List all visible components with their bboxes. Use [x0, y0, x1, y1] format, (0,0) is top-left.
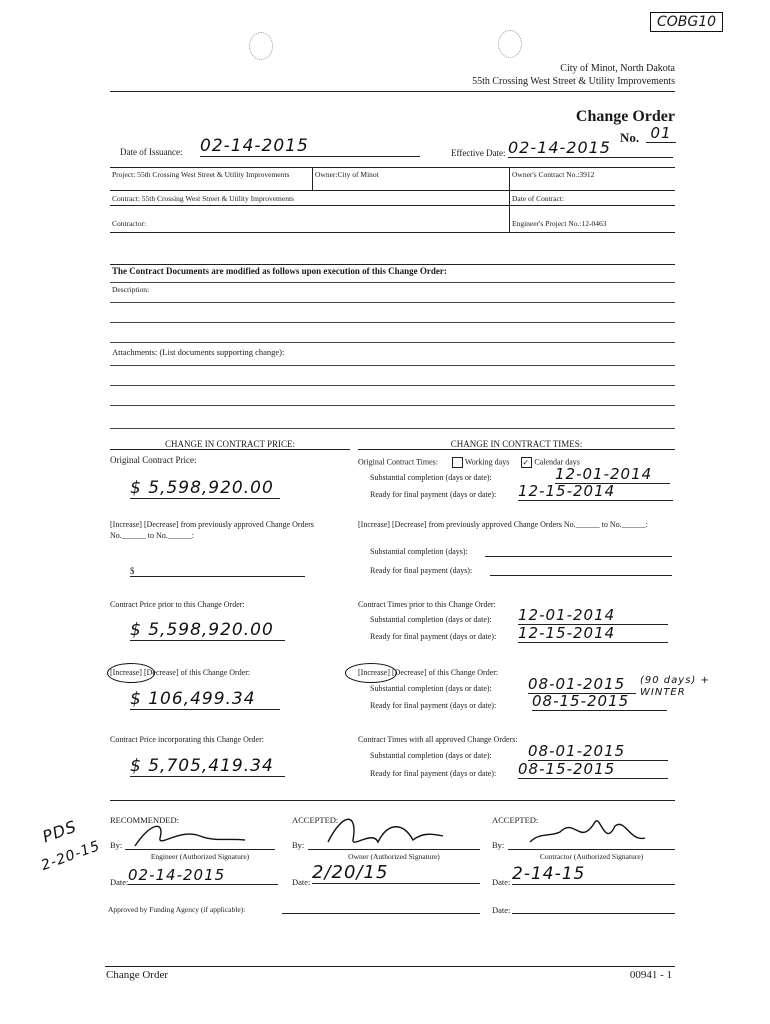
- price-incorp-label: Contract Price incorporating this Change Order:: [110, 735, 264, 744]
- working-days-checkbox[interactable]: [452, 457, 463, 468]
- contractor-caption: Contractor (Authorized Signature): [539, 852, 644, 861]
- engineer-date-label: Date:: [110, 877, 129, 887]
- prior-subst-value[interactable]: 12-01-2014: [518, 606, 668, 625]
- recommended-label: RECOMMENDED:: [110, 815, 179, 825]
- effective-date-value[interactable]: 02-14-2015: [508, 138, 673, 158]
- original-price-value[interactable]: $ 5,598,920.00: [130, 478, 280, 499]
- attachments-label: Attachments: (List documents supporting change):: [112, 347, 285, 357]
- price-this-label: [Increase] [Decrease] of this Change Order:: [110, 668, 251, 677]
- contract-cell: [112, 194, 294, 203]
- this-ready-label: Ready for final payment (days or date):: [370, 701, 497, 710]
- modified-heading: The Contract Documents are modified as follows upon execution of this Change Order:: [112, 266, 447, 276]
- calendar-days-checkbox[interactable]: ✓: [521, 457, 532, 468]
- prior-ready-label: Ready for final payment (days or date):: [370, 632, 497, 641]
- owner-caption: Owner (Authorized Signature): [348, 852, 440, 861]
- effective-date-label: Effective Date:: [451, 148, 506, 158]
- working-days-label: Working days: [464, 457, 510, 467]
- project-value: 55th Crossing West Street & Utility Improvements: [137, 170, 290, 179]
- margin-initials: PDS: [39, 816, 80, 847]
- engineer-project-value: 12-0463: [581, 219, 607, 228]
- contractor-date-value[interactable]: 2-14-15: [512, 864, 675, 885]
- this-subst-label: Substantial completion (days or date):: [370, 684, 492, 693]
- footer-title: Change Order: [106, 969, 169, 981]
- engineer-caption: Engineer (Authorized Signature): [150, 852, 250, 861]
- owner-date-value[interactable]: 2/20/15: [312, 862, 480, 884]
- times-prev-label: [Increase] [Decrease] from previously approved Change Orders No.______ to No.______:: [358, 520, 648, 529]
- date-of-issuance-value[interactable]: 02-14-2015: [200, 136, 420, 157]
- this-times-note: (90 days) + WINTER: [640, 675, 710, 698]
- project-label: Project:: [112, 170, 136, 179]
- date-of-contract-label: Date of Contract:: [512, 194, 565, 203]
- times-prior-label: Contract Times prior to this Change Order:: [358, 600, 496, 609]
- prior-ready-value[interactable]: 12-15-2014: [518, 624, 668, 643]
- seal-mark-right: [498, 30, 522, 58]
- orig-subst-value[interactable]: 12-01-2014: [555, 465, 670, 484]
- price-heading: CHANGE IN CONTRACT PRICE:: [110, 439, 350, 450]
- original-price-label: Original Contract Price:: [110, 455, 197, 465]
- page-title: Change Order: [575, 108, 675, 125]
- city-name: City of Minot, North Dakota: [560, 63, 675, 74]
- price-prev-value[interactable]: $: [130, 566, 305, 577]
- engineer-signature: [130, 818, 250, 852]
- owner-contract-label: Owner's Contract No.:: [512, 170, 580, 179]
- appr-ready-label: Ready for final payment (days or date):: [370, 769, 497, 778]
- price-prev-label: [Increase] [Decrease] from previously approved Change Orders No.______ to No.______:: [110, 520, 314, 540]
- document-stamp: COBG10: [650, 12, 723, 32]
- price-prior-value[interactable]: $ 5,598,920.00: [130, 620, 285, 641]
- this-subst-value[interactable]: 08-01-2015: [528, 675, 636, 694]
- change-order-number[interactable]: 01: [646, 124, 676, 143]
- engineer-date-value[interactable]: 02-14-2015: [128, 866, 278, 885]
- owner-by-label: By:: [292, 840, 305, 850]
- this-ready-value[interactable]: 08-15-2015: [532, 692, 667, 711]
- price-prior-label: Contract Price prior to this Change Order:: [110, 600, 245, 609]
- times-approved-label: Contract Times with all approved Change Orders:: [358, 735, 518, 744]
- orig-subst-label: Substantial completion (days or date):: [370, 473, 492, 482]
- accepted-owner-label: ACCEPTED:: [292, 815, 339, 825]
- price-this-value[interactable]: $ 106,499.34: [130, 689, 280, 710]
- calendar-days-label: Calendar days: [534, 457, 580, 467]
- price-incorp-value[interactable]: $ 5,705,419.34: [130, 756, 285, 777]
- project-cell: [112, 170, 307, 179]
- contract-label: Contract:: [112, 194, 140, 203]
- prev-ready-label: Ready for final payment (days):: [370, 566, 473, 575]
- owner-contract-value: 3912: [579, 170, 595, 179]
- project-header: 55th Crossing West Street & Utility Improvements: [472, 76, 675, 87]
- orig-ready-value[interactable]: 12-15-2014: [518, 482, 673, 501]
- contractor-signature: [520, 812, 650, 852]
- times-this-label: [Increase] [Decrease] of this Change Order:: [358, 668, 499, 677]
- prior-subst-label: Substantial completion (days or date):: [370, 615, 492, 624]
- appr-ready-value[interactable]: 08-15-2015: [518, 760, 668, 779]
- contractor-date-label: Date:: [492, 877, 511, 887]
- funding-date-label: Date:: [492, 905, 511, 915]
- engineer-project-label: Engineer's Project No.:: [512, 219, 582, 228]
- funding-agency-label: Approved by Funding Agency (if applicable):: [108, 905, 246, 914]
- margin-date: 2-20-15: [39, 837, 103, 875]
- engineer-by-label: By:: [110, 840, 123, 850]
- owner-contract-cell: [512, 170, 594, 179]
- accepted-contractor-label: ACCEPTED:: [492, 815, 539, 825]
- appr-subst-value[interactable]: 08-01-2015: [528, 742, 668, 761]
- prev-subst-label: Substantial completion (days):: [370, 547, 468, 556]
- date-of-issuance-label: Date of Issuance:: [120, 147, 183, 157]
- times-heading: CHANGE IN CONTRACT TIMES:: [358, 439, 675, 450]
- engineer-project-cell: [512, 219, 606, 228]
- owner-signature: [318, 812, 448, 852]
- description-label: Description:: [112, 285, 150, 294]
- original-times-label: Original Contract Times:: [358, 457, 438, 467]
- appr-subst-label: Substantial completion (days or date):: [370, 751, 492, 760]
- original-times-row: [358, 457, 580, 468]
- seal-mark-left: [249, 32, 273, 60]
- contractor-label: Contractor:: [112, 219, 147, 228]
- owner-cell: [315, 170, 379, 179]
- change-order-number-label: No.: [620, 130, 640, 145]
- owner-label: Owner:: [315, 170, 338, 179]
- footer-page-number: 00941 - 1: [629, 969, 672, 981]
- orig-ready-label: Ready for final payment (days or date):: [370, 490, 497, 499]
- owner-date-label: Date:: [292, 877, 311, 887]
- contract-value: 55th Crossing West Street & Utility Improvements: [141, 194, 294, 203]
- owner-value: City of Minot: [337, 170, 379, 179]
- contractor-by-label: By:: [492, 840, 505, 850]
